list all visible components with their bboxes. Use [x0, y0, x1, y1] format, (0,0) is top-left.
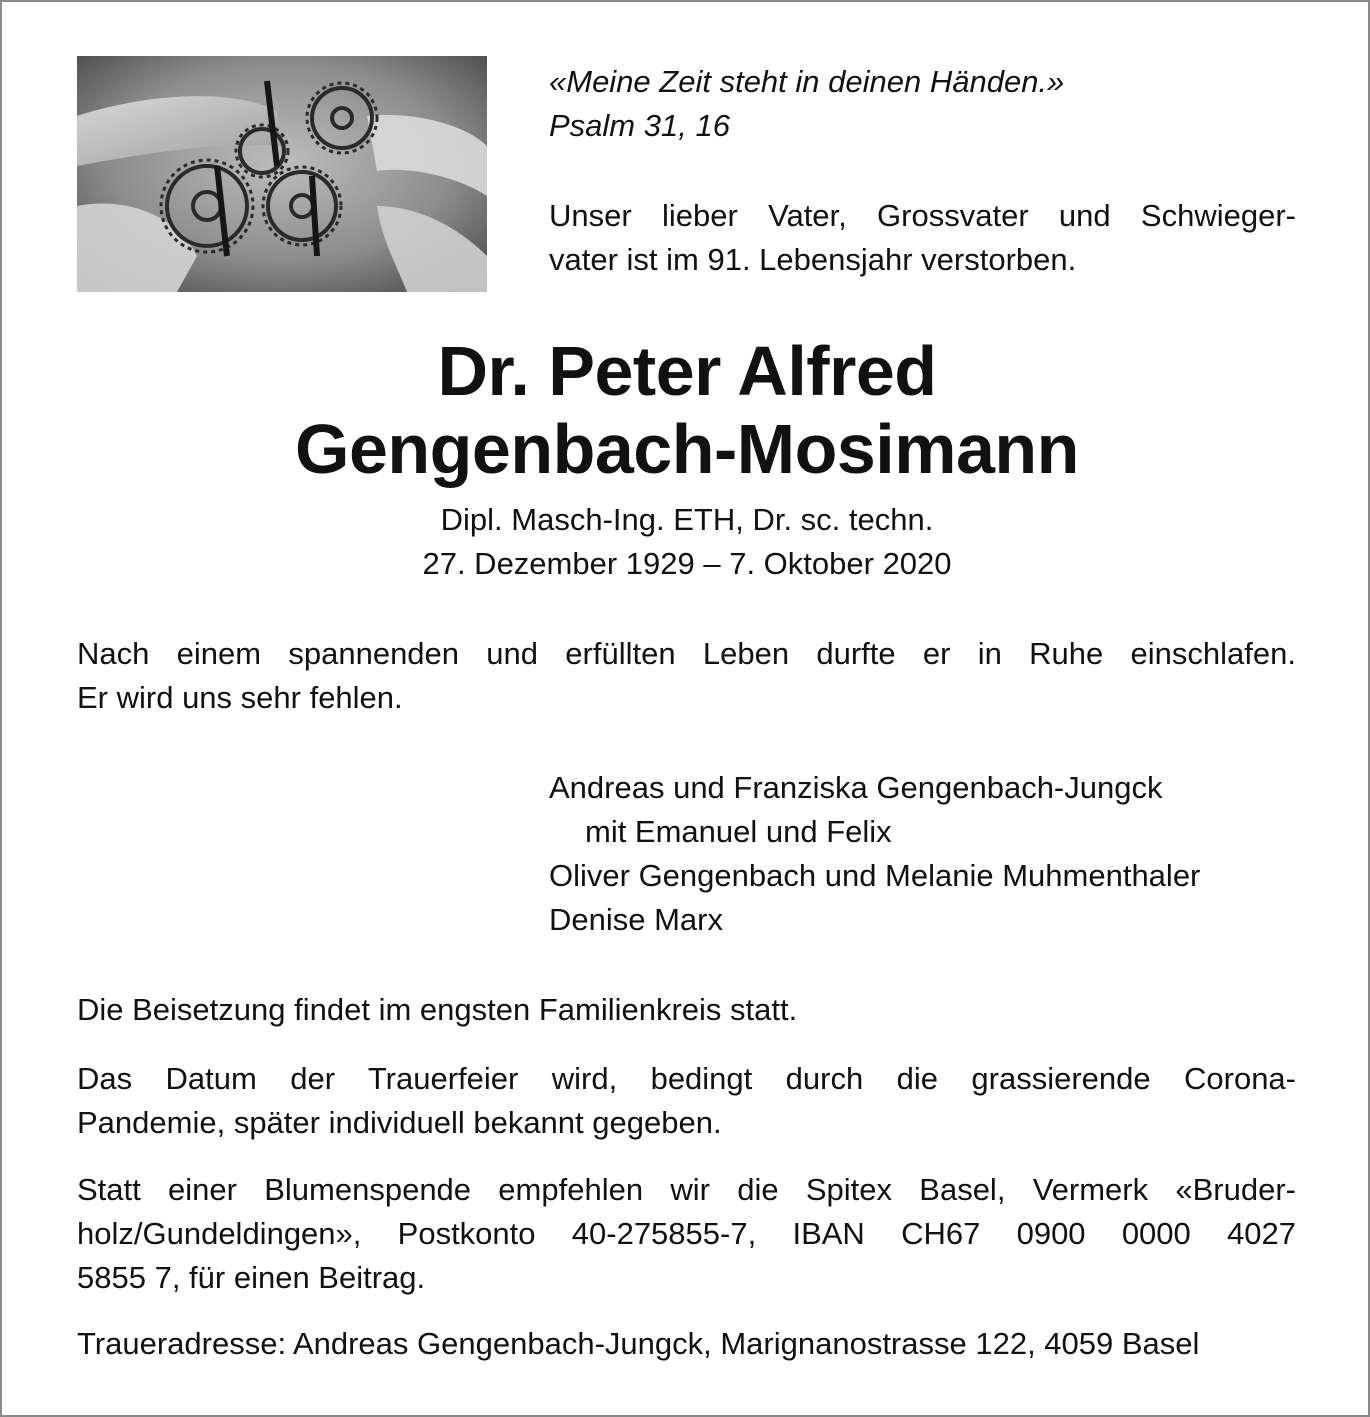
ceremony-line-2: Pandemie, später individuell bekannt gegeben. [77, 1105, 722, 1140]
mourner-entry: Oliver Gengenbach und Melanie Muhmenthaler [549, 858, 1201, 893]
burial-notice [77, 988, 1296, 1032]
ceremony-notice [77, 1057, 1296, 1145]
mourner-entry: Andreas und Franziska Gengenbach-Jungck [549, 770, 1163, 805]
gears-illustration-icon [77, 56, 487, 292]
burial-line: Die Beisetzung findet im engsten Familienkreis statt. [77, 992, 798, 1027]
mourner-entry: Denise Marx [549, 902, 723, 937]
donation-line-1: Statt einer Blumenspende empfehlen wir die Spitex Basel, Vermerk «Bruder- [77, 1172, 1296, 1207]
donation-line-2: holz/Gundeldingen», Postkonto 40-275855-7, IBAN CH67 0900 0000 4027 [77, 1216, 1296, 1251]
message-line-1: Nach einem spannenden und erfüllten Leben durfte er in Ruhe einschlafen. [77, 636, 1296, 671]
name-line-2: Gengenbach-Mosimann [295, 410, 1079, 488]
quote-text: «Meine Zeit steht in deinen Händen.» [549, 64, 1065, 99]
academic-title: Dipl. Masch-Ing. ETH, Dr. sc. techn. [440, 502, 934, 537]
address-line: Traueradresse: Andreas Gengenbach-Jungck, Marignanostrasse 122, 4059 Basel [77, 1326, 1200, 1361]
intro-line-2: vater ist im 91. Lebensjahr verstorben. [549, 242, 1077, 277]
mourners-list [549, 766, 1309, 942]
quote-source: Psalm 31, 16 [549, 108, 730, 143]
message-line-2: Er wird uns sehr fehlen. [77, 680, 403, 715]
farewell-message [77, 632, 1296, 720]
mourning-address [77, 1322, 1296, 1366]
bible-quote [549, 60, 1299, 148]
life-dates: 27. Dezember 1929 – 7. Oktober 2020 [422, 546, 952, 581]
donation-line-3: 5855 7, für einen Beitrag. [77, 1260, 426, 1295]
intro-text [549, 194, 1296, 282]
deceased-credentials [2, 498, 1370, 586]
clockwork-gears-photo [77, 56, 487, 292]
name-line-1: Dr. Peter Alfred [437, 332, 937, 410]
mourner-entry: mit Emanuel und Felix [585, 814, 892, 849]
donation-notice [77, 1168, 1296, 1300]
intro-line-1: Unser lieber Vater, Grossvater und Schwieger- [549, 198, 1296, 233]
ceremony-line-1: Das Datum der Trauerfeier wird, bedingt durch die grassierende Corona- [77, 1061, 1296, 1096]
deceased-name [2, 332, 1370, 488]
